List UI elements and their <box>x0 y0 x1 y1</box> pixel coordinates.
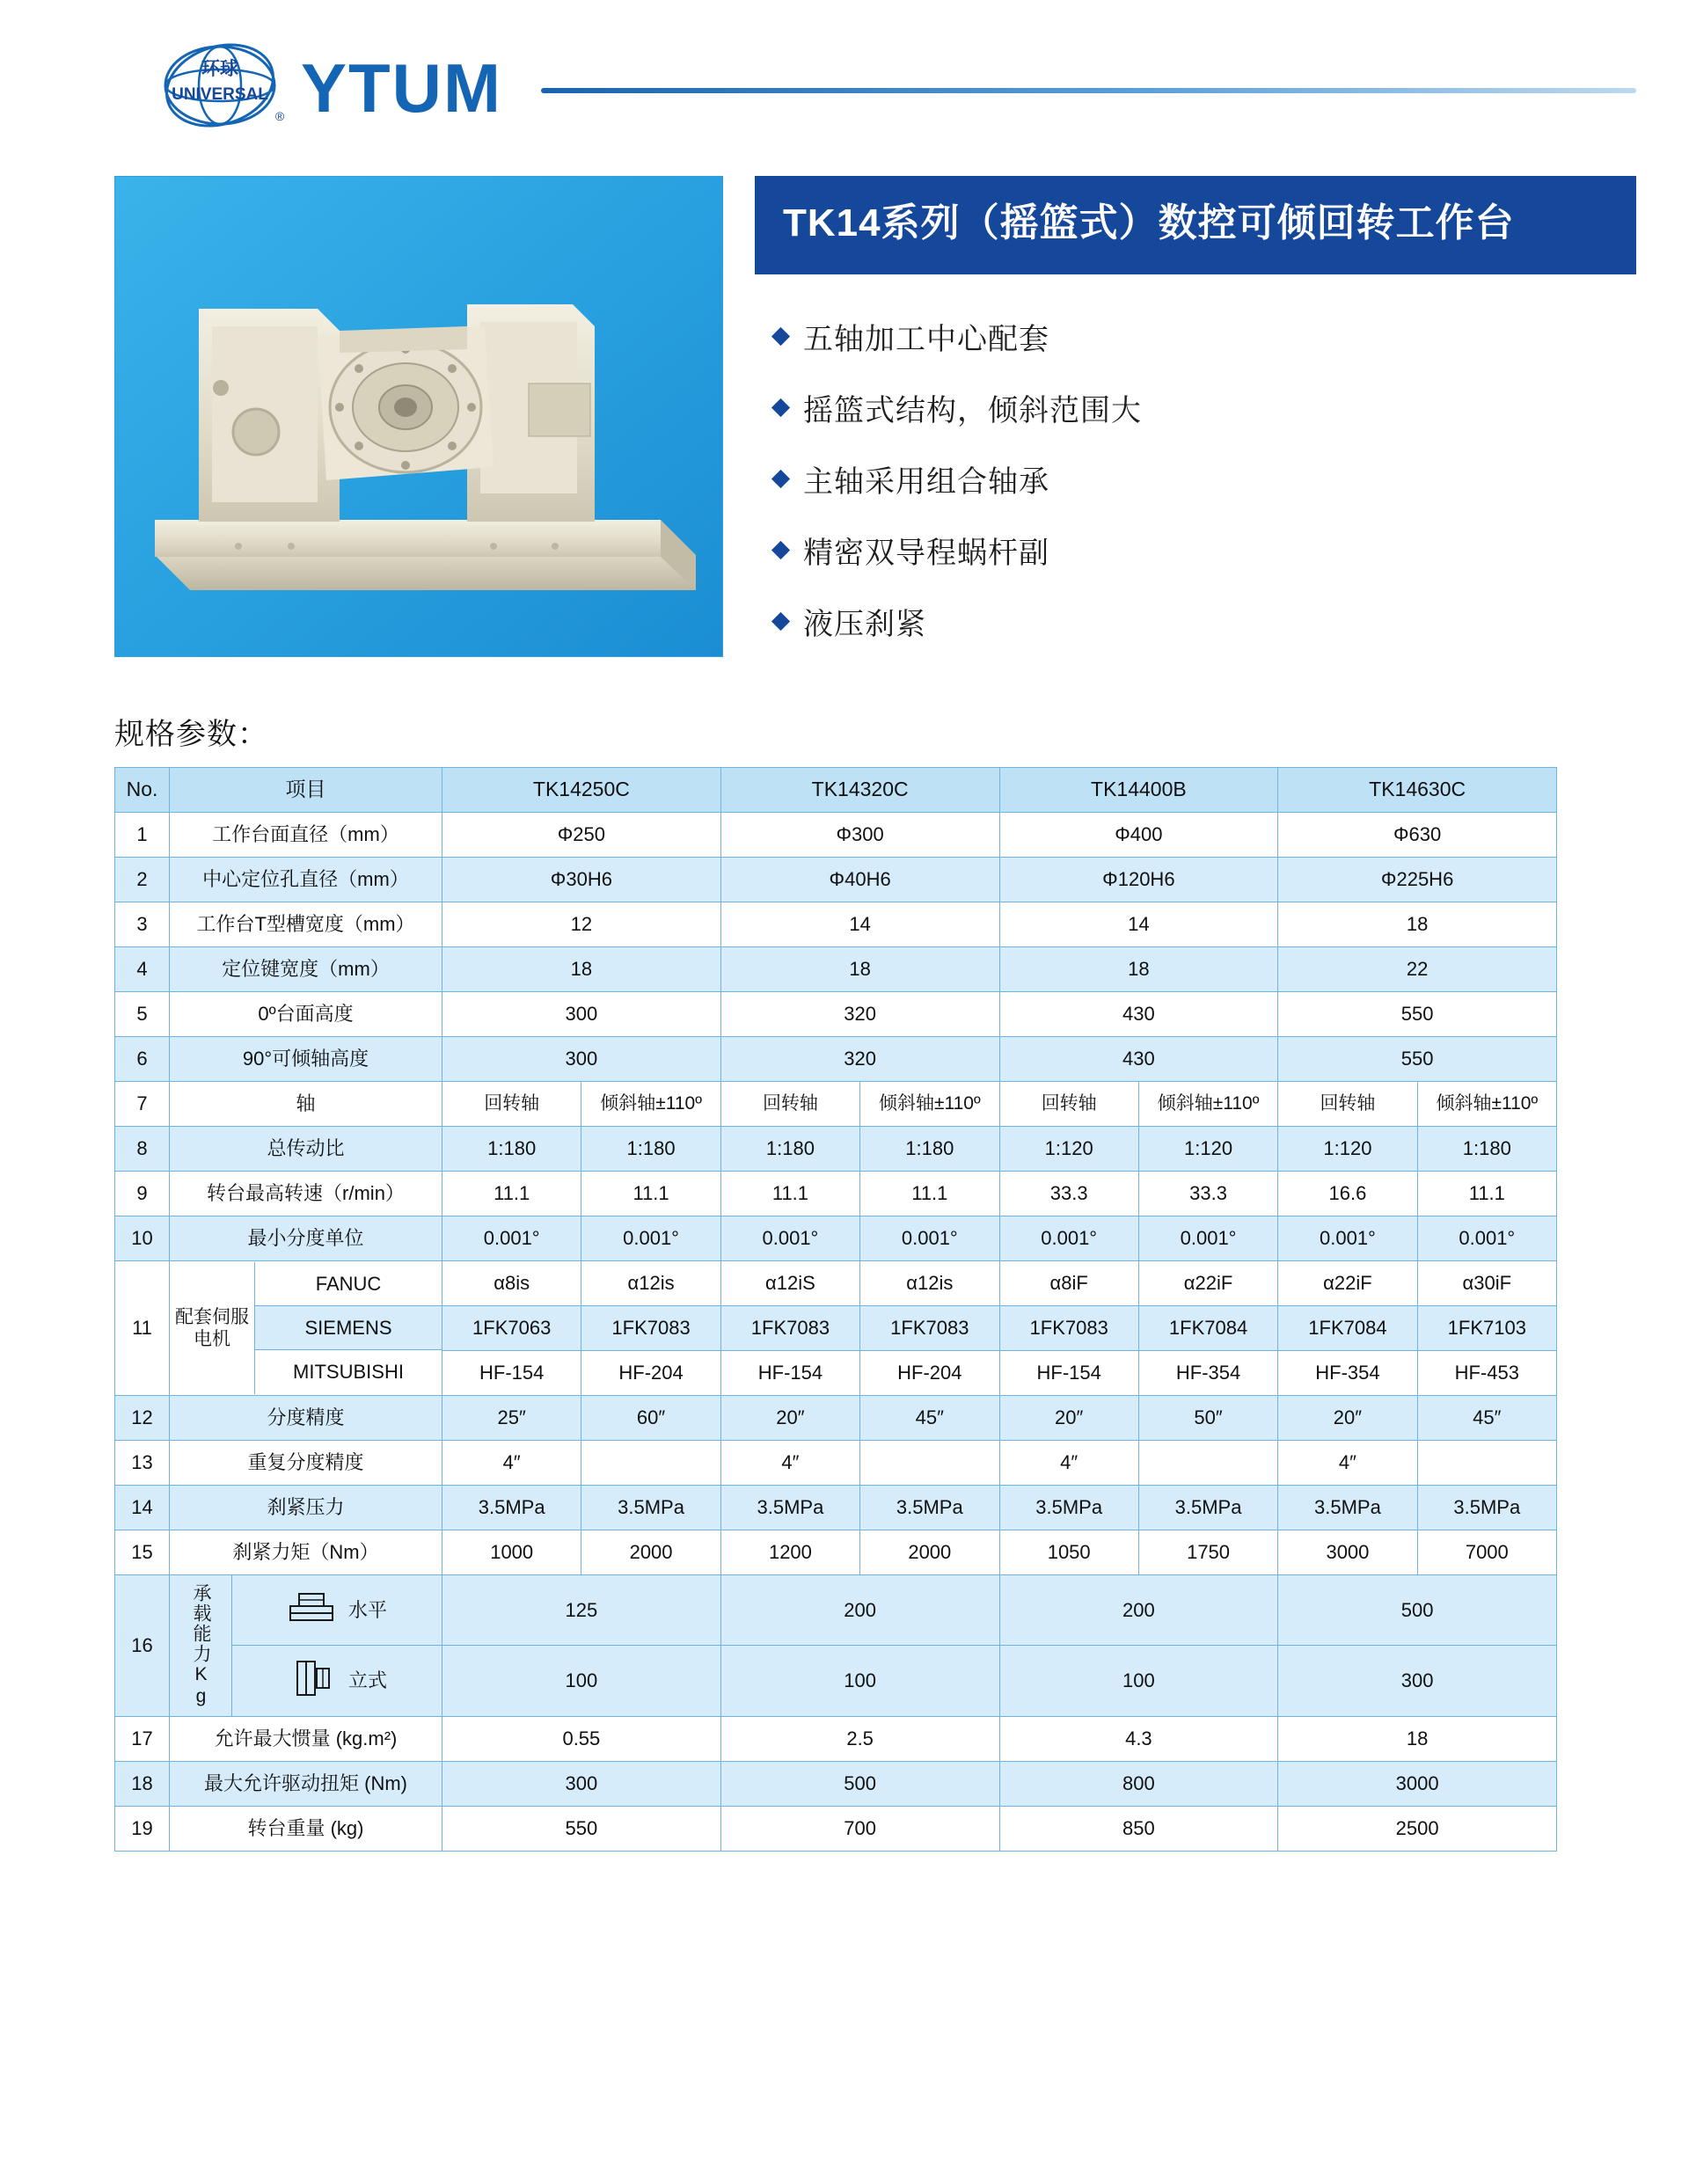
row-value: 回转轴 <box>720 1081 859 1126</box>
row-value: 550 <box>1278 991 1557 1036</box>
row-no: 12 <box>115 1395 170 1440</box>
table-row <box>115 812 1557 857</box>
motor-value: HF-154 <box>442 1350 581 1395</box>
motor-value: α22iF <box>1278 1260 1417 1305</box>
motor-value: α22iF <box>1138 1260 1277 1305</box>
table-row <box>115 857 1557 902</box>
row-no: 7 <box>115 1081 170 1126</box>
load-group-label: 承载能力Kg <box>170 1575 232 1716</box>
row-item: 转台最高转速（r/min） <box>170 1171 442 1216</box>
feature-label: 液压刹紧 <box>803 607 926 641</box>
row-value: 0.001° <box>860 1216 999 1260</box>
row-value: 18 <box>720 946 999 991</box>
row-value: Φ120H6 <box>999 857 1278 902</box>
table-row <box>115 1036 1557 1081</box>
row-no: 14 <box>115 1485 170 1530</box>
motor-value: HF-154 <box>720 1350 859 1395</box>
table-row <box>115 1171 1557 1216</box>
row-value: 0.001° <box>720 1216 859 1260</box>
row-no: 1 <box>115 812 170 857</box>
header-divider-rule <box>541 88 1636 93</box>
table-row <box>115 902 1557 946</box>
feature-item <box>774 315 1636 358</box>
motor-value: HF-154 <box>999 1350 1138 1395</box>
row-value: 3.5MPa <box>1417 1485 1556 1530</box>
row-value: 33.3 <box>999 1171 1138 1216</box>
bullet-diamond-icon <box>771 327 790 346</box>
row-value: 2500 <box>1278 1806 1557 1851</box>
row-value: 2000 <box>581 1530 720 1574</box>
load-mode-horizontal <box>232 1575 442 1647</box>
row-value: 1050 <box>999 1530 1138 1574</box>
motor-group-cell <box>170 1260 442 1395</box>
load-value-horizontal: 200 <box>720 1574 999 1646</box>
hero-section <box>0 176 1689 671</box>
row-value: 倾斜轴±110º <box>1138 1081 1277 1126</box>
table-row-load-horizontal <box>115 1574 1557 1646</box>
feature-label: 五轴加工中心配套 <box>803 322 1049 356</box>
row-no: 3 <box>115 902 170 946</box>
feature-item <box>774 600 1636 643</box>
row-item: 工作台面直径（mm） <box>170 812 442 857</box>
motor-value: 1FK7083 <box>581 1305 720 1350</box>
row-value: 1750 <box>1138 1530 1277 1574</box>
row-value: 700 <box>720 1806 999 1851</box>
feature-item <box>774 386 1636 429</box>
motor-brand-mitsubishi: MITSUBISHI <box>293 1361 404 1384</box>
row-value: 4″ <box>442 1440 581 1485</box>
feature-label: 精密双导程蜗杆副 <box>803 536 1049 570</box>
row-value: 550 <box>1278 1036 1557 1081</box>
row-value: 25″ <box>442 1395 581 1440</box>
row-item: 工作台T型槽宽度（mm） <box>170 902 442 946</box>
row-value: 20″ <box>1278 1395 1417 1440</box>
motor-value: HF-354 <box>1138 1350 1277 1395</box>
load-value-vertical: 100 <box>442 1646 721 1717</box>
row-value: Φ400 <box>999 812 1278 857</box>
motor-value: 1FK7083 <box>860 1305 999 1350</box>
row-value <box>860 1440 999 1485</box>
row-no: 13 <box>115 1440 170 1485</box>
feature-label: 摇篮式结构，倾斜范围大 <box>803 393 1142 427</box>
product-photo <box>114 176 723 657</box>
motor-value: HF-204 <box>860 1350 999 1395</box>
row-value: 300 <box>442 991 721 1036</box>
row-item: 定位键宽度（mm） <box>170 946 442 991</box>
load-value-horizontal: 500 <box>1278 1574 1557 1646</box>
table-row <box>115 1485 1557 1530</box>
row-value: 20″ <box>999 1395 1138 1440</box>
table-row <box>115 1716 1557 1761</box>
row-value: 0.001° <box>1417 1216 1556 1260</box>
table-row <box>115 1126 1557 1171</box>
row-value: 45″ <box>860 1395 999 1440</box>
table-row <box>115 1530 1557 1574</box>
table-row <box>115 1081 1557 1126</box>
row-value: 3.5MPa <box>860 1485 999 1530</box>
load-value-horizontal: 200 <box>999 1574 1278 1646</box>
row-value: 4″ <box>999 1440 1138 1485</box>
row-no: 18 <box>115 1761 170 1806</box>
th-model-tk14250c: TK14250C <box>442 767 721 812</box>
row-value: 1200 <box>720 1530 859 1574</box>
row-value: 11.1 <box>442 1171 581 1216</box>
spec-section-title: 规格参数： <box>114 717 268 751</box>
hero-text-block <box>723 176 1636 671</box>
motor-value: 1FK7083 <box>720 1305 859 1350</box>
row-item: 重复分度精度 <box>170 1440 442 1485</box>
row-item: 90°可倾轴高度 <box>170 1036 442 1081</box>
motor-value: HF-453 <box>1417 1350 1556 1395</box>
row-value: 0.001° <box>1138 1216 1277 1260</box>
row-item: 最大允许驱动扭矩 (Nm) <box>170 1761 442 1806</box>
row-value: 1:180 <box>720 1126 859 1171</box>
feature-list <box>755 315 1636 643</box>
row-value: 3000 <box>1278 1530 1417 1574</box>
horizontal-mount-icon <box>287 1589 336 1632</box>
row-value: 60″ <box>581 1395 720 1440</box>
row-value: 18 <box>442 946 721 991</box>
row-item: 刹紧压力 <box>170 1485 442 1530</box>
row-value: 3000 <box>1278 1761 1557 1806</box>
row-value: 1:180 <box>860 1126 999 1171</box>
row-no: 19 <box>115 1806 170 1851</box>
motor-value: 1FK7084 <box>1138 1305 1277 1350</box>
row-value: 0.001° <box>581 1216 720 1260</box>
row-value: 430 <box>999 1036 1278 1081</box>
table-row-motor-fanuc <box>115 1260 1557 1305</box>
motor-value: HF-204 <box>581 1350 720 1395</box>
row-value: 倾斜轴±110º <box>581 1081 720 1126</box>
load-mode-label: 水平 <box>347 1598 387 1621</box>
motor-value: α12is <box>860 1260 999 1305</box>
row-value: 11.1 <box>581 1171 720 1216</box>
row-value: 20″ <box>720 1395 859 1440</box>
row-value: 430 <box>999 991 1278 1036</box>
row-value: 11.1 <box>1417 1171 1556 1216</box>
spec-table-wrapper <box>114 767 1636 1852</box>
motor-value: α12iS <box>720 1260 859 1305</box>
th-model-tk14400b: TK14400B <box>999 767 1278 812</box>
row-no: 11 <box>115 1260 170 1395</box>
row-value: 3.5MPa <box>1138 1485 1277 1530</box>
table-row <box>115 946 1557 991</box>
th-model-tk14320c: TK14320C <box>720 767 999 812</box>
row-value <box>1138 1440 1277 1485</box>
bullet-diamond-icon <box>771 612 790 631</box>
load-mode-label: 立式 <box>347 1669 387 1692</box>
row-value: 倾斜轴±110º <box>1417 1081 1556 1126</box>
row-value: 4.3 <box>999 1716 1278 1761</box>
svg-text:环球: 环球 <box>201 59 238 79</box>
brand-wordmark: YTUM <box>301 49 502 127</box>
load-value-horizontal: 125 <box>442 1574 721 1646</box>
row-value: 回转轴 <box>999 1081 1138 1126</box>
motor-brand-fanuc: FANUC <box>255 1262 442 1306</box>
row-value: 3.5MPa <box>581 1485 720 1530</box>
table-row <box>115 1806 1557 1851</box>
row-value: 0.55 <box>442 1716 721 1761</box>
row-value: 1:180 <box>442 1126 581 1171</box>
row-item: 分度精度 <box>170 1395 442 1440</box>
row-no: 17 <box>115 1716 170 1761</box>
row-value: 33.3 <box>1138 1171 1277 1216</box>
row-no: 8 <box>115 1126 170 1171</box>
universal-globe-logo <box>157 40 289 136</box>
row-value: 0.001° <box>999 1216 1138 1260</box>
svg-text:UNIVERSAL: UNIVERSAL <box>172 85 268 104</box>
row-value <box>1417 1440 1556 1485</box>
row-value: 11.1 <box>720 1171 859 1216</box>
row-value: 45″ <box>1417 1395 1556 1440</box>
row-value: 22 <box>1278 946 1557 991</box>
row-item: 刹紧力矩（Nm） <box>170 1530 442 1574</box>
motor-value: α12is <box>581 1260 720 1305</box>
row-value: 11.1 <box>860 1171 999 1216</box>
row-value: 1000 <box>442 1530 581 1574</box>
row-value: Φ630 <box>1278 812 1557 857</box>
row-no: 6 <box>115 1036 170 1081</box>
row-value: 320 <box>720 1036 999 1081</box>
row-value: 1:180 <box>1417 1126 1556 1171</box>
load-value-vertical: 100 <box>999 1646 1278 1717</box>
motor-value: 1FK7103 <box>1417 1305 1556 1350</box>
row-item: 轴 <box>170 1081 442 1126</box>
table-row <box>115 1761 1557 1806</box>
row-value: 回转轴 <box>1278 1081 1417 1126</box>
feature-item <box>774 529 1636 572</box>
table-row <box>115 991 1557 1036</box>
row-value: 14 <box>999 902 1278 946</box>
row-item: 最小分度单位 <box>170 1216 442 1260</box>
spec-table <box>114 767 1557 1852</box>
row-value <box>581 1440 720 1485</box>
row-no: 10 <box>115 1216 170 1260</box>
row-value: Φ250 <box>442 812 721 857</box>
row-value: 18 <box>1278 902 1557 946</box>
row-no: 5 <box>115 991 170 1036</box>
svg-text:®: ® <box>274 109 285 123</box>
table-row <box>115 1395 1557 1440</box>
table-row <box>115 1440 1557 1485</box>
table-header-row <box>115 767 1557 812</box>
row-no: 15 <box>115 1530 170 1574</box>
motor-value: α8is <box>442 1260 581 1305</box>
motor-value: 1FK7063 <box>442 1305 581 1350</box>
row-item: 允许最大惯量 (kg.m²) <box>170 1716 442 1761</box>
row-value: 1:180 <box>581 1126 720 1171</box>
row-value: 1:120 <box>999 1126 1138 1171</box>
row-value: 850 <box>999 1806 1278 1851</box>
row-value: 14 <box>720 902 999 946</box>
row-value: 800 <box>999 1761 1278 1806</box>
motor-value: 1FK7083 <box>999 1305 1138 1350</box>
row-value: 300 <box>442 1761 721 1806</box>
bullet-diamond-icon <box>771 470 790 488</box>
row-value: 18 <box>1278 1716 1557 1761</box>
row-no: 4 <box>115 946 170 991</box>
row-value: 4″ <box>720 1440 859 1485</box>
row-value: 倾斜轴±110º <box>860 1081 999 1126</box>
row-value: 3.5MPa <box>720 1485 859 1530</box>
row-value: Φ300 <box>720 812 999 857</box>
row-value: 550 <box>442 1806 721 1851</box>
row-value: 300 <box>442 1036 721 1081</box>
row-item: 中心定位孔直径（mm） <box>170 857 442 902</box>
th-no: No. <box>115 767 170 812</box>
motor-brand-siemens: SIEMENS <box>255 1306 442 1350</box>
row-value: 18 <box>999 946 1278 991</box>
row-value: 0.001° <box>1278 1216 1417 1260</box>
row-value: 1:120 <box>1278 1126 1417 1171</box>
row-item: 转台重量 (kg) <box>170 1806 442 1851</box>
table-row <box>115 1216 1557 1260</box>
row-no: 16 <box>115 1574 170 1716</box>
feature-item <box>774 457 1636 500</box>
row-value: 50″ <box>1138 1395 1277 1440</box>
motor-group-label: 配套伺服电机 <box>170 1262 255 1394</box>
row-value: Φ40H6 <box>720 857 999 902</box>
motor-value: 1FK7084 <box>1278 1305 1417 1350</box>
page-header <box>0 0 1689 176</box>
load-value-vertical: 300 <box>1278 1646 1557 1717</box>
row-no: 9 <box>115 1171 170 1216</box>
row-item: 0º台面高度 <box>170 991 442 1036</box>
vertical-mount-icon <box>287 1658 336 1705</box>
motor-value: α30iF <box>1417 1260 1556 1305</box>
row-value: 4″ <box>1278 1440 1417 1485</box>
th-item: 项目 <box>170 767 442 812</box>
row-value: 2000 <box>860 1530 999 1574</box>
bullet-diamond-icon <box>771 541 790 559</box>
row-value: 3.5MPa <box>442 1485 581 1530</box>
row-value: Φ225H6 <box>1278 857 1557 902</box>
row-value: 3.5MPa <box>999 1485 1138 1530</box>
row-no: 2 <box>115 857 170 902</box>
row-value: 3.5MPa <box>1278 1485 1417 1530</box>
motor-value: α8iF <box>999 1260 1138 1305</box>
row-value: Φ30H6 <box>442 857 721 902</box>
row-value: 7000 <box>1417 1530 1556 1574</box>
bullet-diamond-icon <box>771 398 790 417</box>
row-value: 回转轴 <box>442 1081 581 1126</box>
row-value: 320 <box>720 991 999 1036</box>
th-model-tk14630c: TK14630C <box>1278 767 1557 812</box>
row-item: 总传动比 <box>170 1126 442 1171</box>
motor-value: HF-354 <box>1278 1350 1417 1395</box>
feature-label: 主轴采用组合轴承 <box>803 464 1049 499</box>
product-title: TK14系列（摇篮式）数控可倾回转工作台 <box>755 176 1636 274</box>
row-value: 2.5 <box>720 1716 999 1761</box>
row-value: 12 <box>442 902 721 946</box>
row-value: 0.001° <box>442 1216 581 1260</box>
load-value-vertical: 100 <box>720 1646 999 1717</box>
row-value: 16.6 <box>1278 1171 1417 1216</box>
row-value: 500 <box>720 1761 999 1806</box>
row-value: 1:120 <box>1138 1126 1277 1171</box>
load-mode-vertical <box>232 1646 442 1716</box>
load-group-cell <box>170 1574 442 1716</box>
